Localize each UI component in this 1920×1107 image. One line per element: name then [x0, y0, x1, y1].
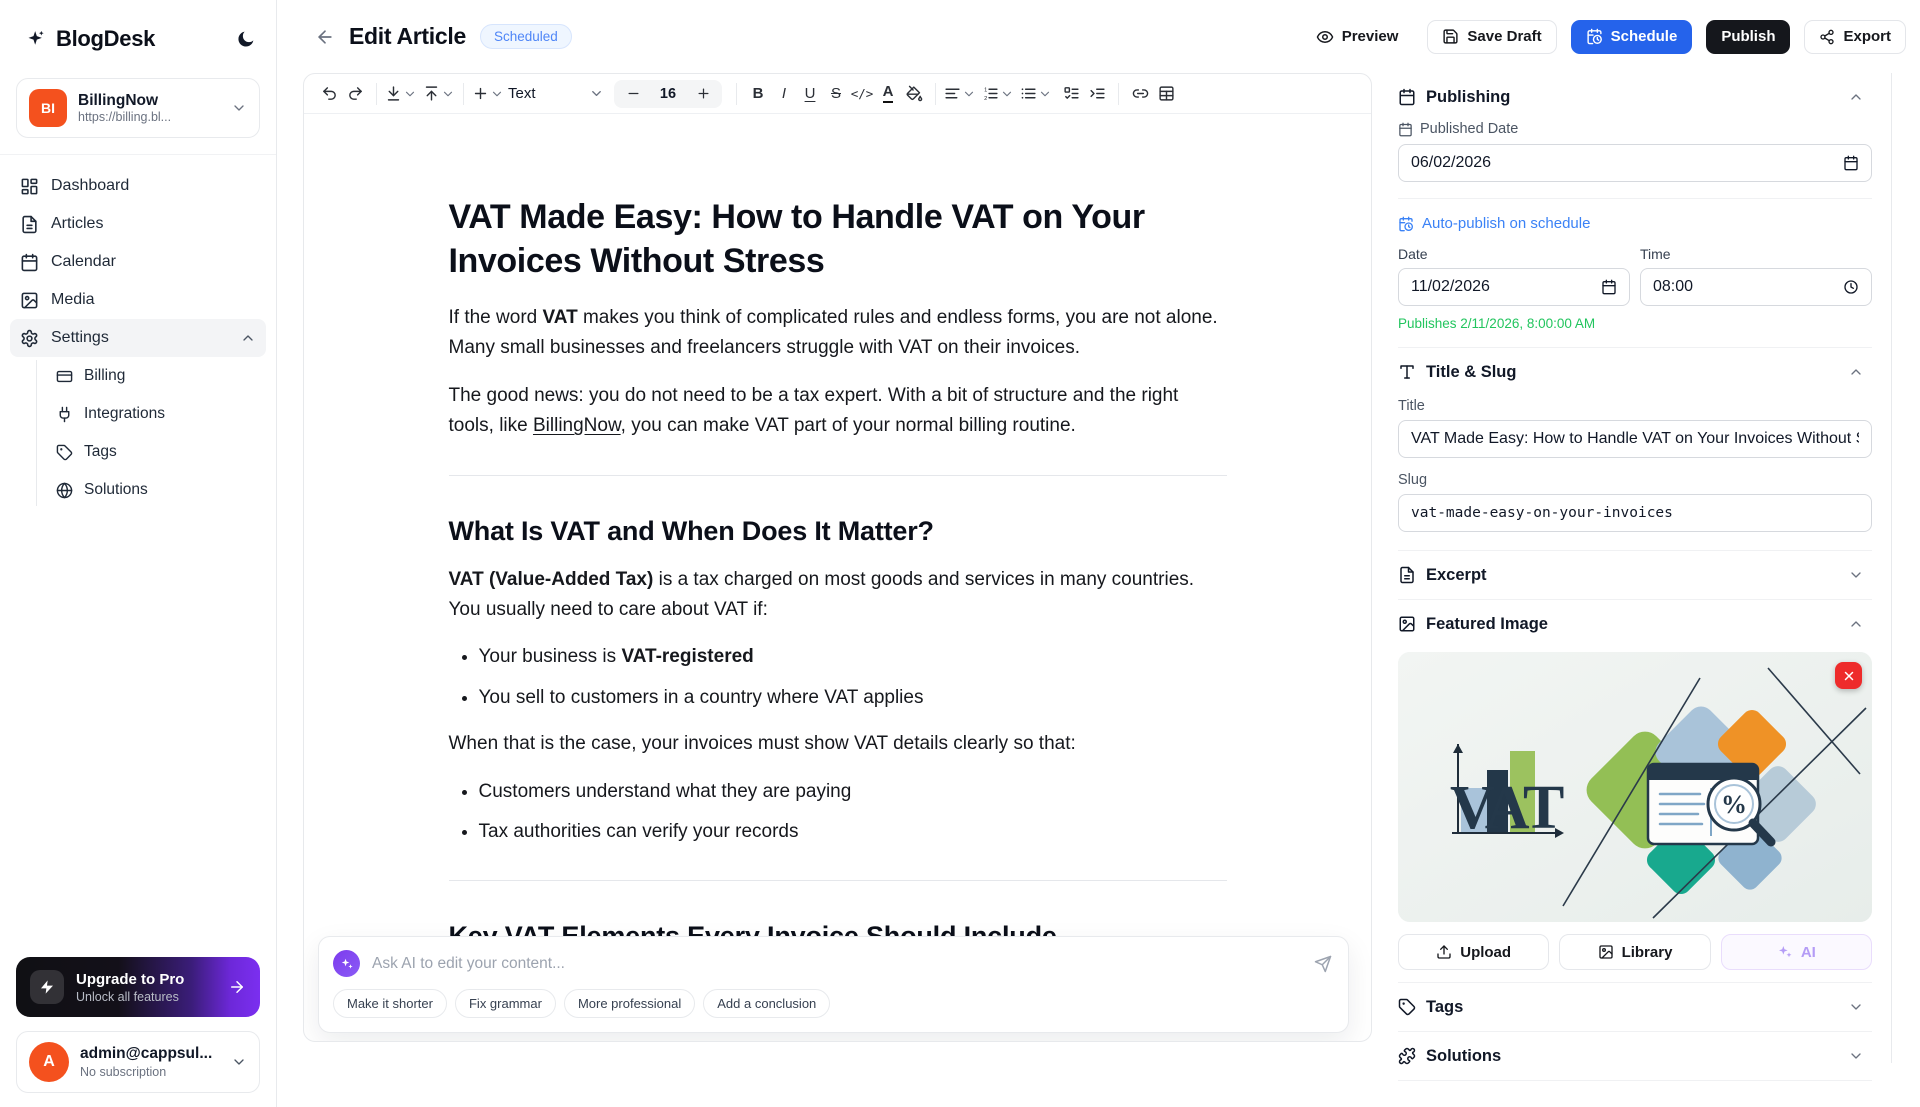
toolbar-divider	[736, 83, 737, 105]
chevron-up-icon	[1848, 616, 1864, 632]
auto-publish-toggle[interactable]	[1398, 215, 1872, 232]
chevron-down-icon	[1000, 87, 1014, 101]
settings-panel	[1390, 0, 1920, 1107]
preview-label: Preview	[1341, 28, 1399, 45]
calendar-clock-icon	[1398, 216, 1414, 232]
sidebar-item-label: Settings	[51, 329, 109, 346]
chevron-down-icon	[589, 86, 604, 101]
text-color-button[interactable]	[875, 81, 901, 107]
tags-section-header[interactable]	[1398, 983, 1872, 1031]
chevron-down-icon	[490, 87, 504, 101]
status-badge: Scheduled	[480, 24, 572, 49]
list-indent-icon	[1089, 85, 1106, 102]
chevron-down-icon	[1848, 999, 1864, 1015]
app-name: BlogDesk	[56, 26, 156, 51]
share-icon	[1819, 29, 1835, 45]
file-text-icon	[20, 215, 39, 234]
featured-image-section-header[interactable]	[1398, 600, 1872, 648]
solutions-section-header[interactable]	[1398, 1032, 1872, 1080]
sidebar-item-billing[interactable]	[10, 357, 266, 395]
vat-illustration	[1398, 652, 1872, 922]
sidebar-item-label: Tags	[84, 443, 117, 460]
schedule-date-value: 11/02/2026	[1411, 278, 1490, 295]
workspace-switcher[interactable]	[16, 78, 260, 138]
plus-icon	[472, 85, 489, 102]
undo-icon	[321, 85, 338, 102]
export-label: Export	[1843, 28, 1891, 45]
font-size-value: 16	[659, 85, 677, 102]
block-type-select[interactable]	[504, 85, 608, 102]
sidebar-item-label: Calendar	[51, 253, 116, 270]
list-item: • Tax authorities can verify your records	[479, 817, 1227, 846]
slug-field-label: Slug	[1398, 472, 1428, 488]
underline-button[interactable]: U	[797, 81, 823, 107]
dashboard-icon	[20, 177, 39, 196]
workspace-name: BillingNow	[78, 92, 159, 109]
ai-chip-make-it-shorter[interactable]: Make it shorter	[333, 989, 447, 1018]
list-item	[479, 683, 1227, 712]
chevron-down-icon	[403, 87, 417, 101]
upload-label: Upload	[1460, 943, 1512, 961]
toolbar-divider	[1118, 83, 1119, 105]
italic-button[interactable]: I	[771, 81, 797, 107]
gear-icon	[20, 329, 39, 348]
featured-image-preview	[1398, 652, 1872, 922]
workspace-meta	[78, 92, 220, 124]
arrow-up-to-line-icon	[423, 85, 440, 102]
save-draft-button[interactable]	[1427, 20, 1556, 54]
chevron-down-icon	[231, 1054, 247, 1070]
calendar-clock-icon	[1586, 28, 1603, 45]
table-icon	[1158, 85, 1175, 102]
text-run: If the word	[448, 307, 543, 329]
calendar-icon	[1398, 88, 1416, 106]
sidebar-item-calendar[interactable]	[10, 243, 266, 281]
app-logo-sparkle-icon	[26, 29, 46, 49]
redo-icon	[347, 85, 364, 102]
section-title: Featured Image	[1426, 614, 1548, 633]
redo-button[interactable]	[342, 81, 368, 107]
schedule-time-field	[1640, 246, 1872, 306]
save-icon	[1442, 28, 1459, 45]
section-title: Title & Slug	[1426, 362, 1517, 381]
title-input[interactable]	[1398, 420, 1872, 458]
send-icon	[1314, 955, 1332, 973]
workspace-url: https://billing.bl...	[78, 110, 172, 124]
schedule-datetime-row	[1398, 246, 1872, 306]
calendar-picker-icon	[1843, 155, 1859, 171]
font-size-stepper	[614, 80, 722, 108]
published-date-input[interactable]	[1398, 144, 1872, 182]
sidebar-item-dashboard[interactable]	[10, 167, 266, 205]
increase-font-button[interactable]	[690, 83, 716, 105]
sidebar-header	[0, 0, 276, 64]
image-icon	[20, 291, 39, 310]
clock-icon	[1843, 279, 1859, 295]
sparkles-icon	[1777, 944, 1793, 960]
editor-toolbar	[304, 74, 1371, 114]
time-label: Time	[1640, 246, 1671, 262]
chevron-down-icon	[231, 100, 247, 116]
article-divider	[449, 475, 1227, 476]
moon-icon	[236, 29, 256, 49]
bullet-list-button[interactable]	[1020, 81, 1052, 107]
toolbar-divider	[463, 83, 464, 105]
sidebar-item-solutions[interactable]	[10, 471, 266, 509]
calendar-picker-icon	[1601, 279, 1617, 295]
published-date-value: 06/02/2026	[1411, 154, 1492, 171]
article-list	[449, 777, 1227, 847]
save-draft-label: Save Draft	[1467, 28, 1542, 45]
text-run: makes you think of complicated rules and endless forms, you are not alone. Many small businesses and freelancers struggle with VAT on their invoices.	[448, 307, 1218, 359]
publish-label: Publish	[1721, 28, 1776, 45]
article-title: VAT Made Easy: How to Handle VAT on Your Invoices Without Stress	[448, 198, 1145, 280]
bold-run: VAT	[542, 307, 578, 329]
sidebar-subnav	[10, 357, 266, 509]
account-email: admin@cappsul...	[80, 1045, 213, 1062]
list-bullet-icon	[1020, 85, 1037, 102]
type-icon	[1398, 363, 1416, 381]
list-item	[479, 642, 1227, 671]
credit-card-icon	[56, 368, 73, 385]
title-field-label: Title	[1398, 398, 1425, 414]
schedule-label: Schedule	[1610, 28, 1678, 45]
page-title: Edit Article	[349, 23, 466, 49]
section-title: Publishing	[1426, 87, 1511, 106]
import-button[interactable]	[385, 81, 417, 107]
sidebar-item-integrations[interactable]	[10, 395, 266, 433]
checklist-button[interactable]	[1058, 81, 1084, 107]
text-run: The good news: you do not need to be a tax expert. With a bit of structure and the right tools, like	[448, 384, 1179, 437]
ai-chip-add-a-conclusion[interactable]: Add a conclusion	[703, 989, 830, 1018]
list-ordered-icon	[982, 85, 999, 102]
ai-chip-more-professional[interactable]: More professional	[564, 989, 695, 1018]
puzzle-icon	[1398, 1047, 1416, 1065]
section-title: Tags	[1426, 997, 1464, 1016]
block-type-value: Text	[508, 85, 536, 102]
align-button[interactable]	[944, 81, 976, 107]
insert-block-button[interactable]	[472, 81, 504, 107]
text-color-glyph: A	[883, 84, 894, 103]
arrow-down-to-line-icon	[385, 85, 402, 102]
ai-prompt-input[interactable]	[372, 955, 1302, 973]
lightning-icon	[39, 979, 55, 995]
ai-send-button[interactable]	[1314, 955, 1332, 973]
content-area	[277, 0, 1920, 1107]
sidebar-item-label: Integrations	[84, 405, 165, 422]
schedule-time-input[interactable]	[1640, 268, 1872, 306]
dark-mode-toggle[interactable]	[236, 29, 256, 49]
section-title: Excerpt	[1426, 565, 1487, 584]
account-meta	[80, 1045, 212, 1079]
image-icon	[1398, 615, 1416, 633]
account-menu[interactable]	[16, 1031, 260, 1093]
ai-image-label: AI	[1800, 943, 1816, 961]
library-label: Library	[1621, 943, 1673, 961]
ai-chip-fix-grammar[interactable]: Fix grammar	[455, 989, 556, 1018]
publish-schedule-note: Publishes 2/11/2026, 8:00:00 AM	[1398, 316, 1596, 331]
plug-icon	[56, 406, 73, 423]
sidebar-item-media[interactable]	[10, 281, 266, 319]
schedule-date-input[interactable]	[1398, 268, 1630, 306]
chevron-up-icon	[1848, 364, 1864, 380]
sidebar-item-label: Billing	[84, 367, 126, 384]
schedule-button[interactable]	[1571, 20, 1693, 54]
featured-image-actions	[1398, 934, 1872, 970]
label-text: Published Date	[1420, 121, 1519, 137]
settings-panel-inner	[1398, 73, 1872, 1081]
insert-link-button[interactable]	[1127, 81, 1153, 107]
schedule-time-value: 08:00	[1653, 278, 1694, 295]
sparkles-icon	[340, 957, 354, 971]
editor-column	[277, 0, 1390, 1107]
text-run: Your business is	[478, 646, 622, 668]
strikethrough-button[interactable]: S	[823, 81, 849, 107]
toolbar-divider	[935, 83, 936, 105]
published-date-label	[1398, 121, 1872, 137]
export-button[interactable]	[1804, 20, 1906, 54]
sidebar-nav	[0, 155, 276, 509]
workspace-avatar: BI	[29, 89, 67, 127]
bold-button[interactable]: B	[745, 81, 771, 107]
text-run: , you can make VAT part of your normal billing routine.	[620, 415, 1076, 437]
date-label: Date	[1398, 246, 1428, 262]
toolbar-divider	[376, 83, 377, 105]
top-header	[277, 0, 1920, 73]
chevron-down-icon	[441, 87, 455, 101]
sidebar-item-label: Articles	[51, 215, 104, 232]
avatar: A	[29, 1042, 69, 1082]
list-todo-icon	[1063, 85, 1080, 102]
upgrade-subtitle: Unlock all features	[76, 989, 179, 1004]
sidebar-item-tags[interactable]	[10, 433, 266, 471]
ai-suggestion-chips	[319, 985, 1348, 1032]
sidebar-item-articles[interactable]	[10, 205, 266, 243]
account-subscription: No subscription	[80, 1065, 167, 1079]
chevron-down-icon	[962, 87, 976, 101]
upgrade-title: Upgrade to Pro	[76, 970, 185, 988]
article-paragraph	[449, 381, 1227, 442]
bold-run: VAT (Value-Added Tax)	[448, 568, 654, 590]
article-paragraph	[449, 303, 1227, 364]
excerpt-section-header[interactable]	[1398, 551, 1872, 599]
highlight-button[interactable]	[901, 81, 927, 107]
align-left-icon	[944, 85, 961, 102]
text-run: You sell to customers in a country where VAT applies	[478, 686, 924, 708]
calendar-icon	[1398, 122, 1413, 137]
preview-button[interactable]	[1301, 20, 1414, 54]
article-list	[449, 642, 1227, 712]
back-button[interactable]	[315, 27, 335, 47]
chevron-up-icon	[1848, 89, 1864, 105]
ordered-list-button[interactable]	[982, 81, 1014, 107]
tag-icon	[56, 444, 73, 461]
upgrade-to-pro-banner[interactable]	[16, 957, 260, 1017]
chevron-down-icon	[1038, 87, 1052, 101]
article-editor[interactable]	[449, 196, 1227, 1000]
bold-run: VAT-registered	[621, 646, 754, 668]
publishing-section-header[interactable]	[1398, 73, 1872, 121]
sidebar-item-label: Media	[51, 291, 95, 308]
sidebar-spacer	[0, 509, 276, 957]
calendar-icon	[20, 253, 39, 272]
minus-icon	[626, 86, 641, 101]
chevron-up-icon	[240, 330, 256, 346]
publish-button[interactable]	[1706, 20, 1790, 54]
panel-divider	[1398, 1080, 1872, 1081]
editor-card	[303, 73, 1372, 1042]
auto-publish-label: Auto-publish on schedule	[1422, 215, 1591, 232]
upgrade-text	[76, 971, 184, 1004]
slug-input[interactable]	[1398, 494, 1872, 532]
chevron-down-icon	[1848, 567, 1864, 583]
upload-button[interactable]	[1398, 934, 1549, 970]
ai-input-row	[319, 937, 1348, 985]
percent-symbol: %	[1721, 790, 1747, 819]
arrow-left-icon	[315, 27, 335, 47]
eye-icon	[1316, 28, 1334, 46]
globe-icon	[56, 482, 73, 499]
editor-scroll-area[interactable]	[304, 114, 1371, 1041]
insert-table-button[interactable]	[1153, 81, 1179, 107]
bolt-icon-box	[30, 970, 64, 1004]
indent-list-button[interactable]	[1084, 81, 1110, 107]
panel-divider	[1398, 198, 1872, 199]
chevron-down-icon	[1848, 1048, 1864, 1064]
file-text-icon	[1398, 566, 1416, 584]
remove-image-button[interactable]	[1835, 662, 1862, 689]
ai-image-button[interactable]	[1721, 934, 1872, 970]
article-divider	[449, 880, 1227, 881]
image-icon	[1598, 944, 1614, 960]
tag-icon	[1398, 998, 1416, 1016]
sidebar	[0, 0, 277, 1107]
upload-icon	[1436, 944, 1452, 960]
section-title: Solutions	[1426, 1046, 1502, 1065]
ai-sparkle-badge	[333, 950, 360, 977]
sidebar-item-label: Dashboard	[51, 177, 130, 194]
list-item: • Customers understand what they are paying	[479, 777, 1227, 806]
text-run: is a tax charged on most goods and services in many countries. You usually need to care about VAT if:	[448, 568, 1195, 620]
plus-icon	[696, 86, 711, 101]
vat-text: VAT	[1450, 774, 1563, 842]
article-paragraph: When that is the case, your invoices must show VAT details clearly so that:	[448, 733, 1076, 755]
export-content-button[interactable]	[423, 81, 455, 107]
schedule-date-field	[1398, 246, 1630, 306]
undo-button[interactable]	[316, 81, 342, 107]
billingnow-link[interactable]: BillingNow	[532, 415, 621, 437]
sidebar-item-settings[interactable]	[10, 319, 266, 357]
article-heading: What Is VAT and When Does It Matter?	[448, 515, 934, 546]
paint-bucket-icon	[906, 85, 923, 102]
close-icon	[1842, 669, 1856, 683]
code-button[interactable]: </>	[849, 81, 875, 107]
sidebar-item-label: Solutions	[84, 481, 148, 498]
article-paragraph	[449, 565, 1227, 626]
arrow-right-icon	[228, 978, 246, 996]
decrease-font-button[interactable]	[620, 83, 646, 105]
library-button[interactable]	[1559, 934, 1710, 970]
link-icon	[1132, 85, 1149, 102]
title-slug-section-header[interactable]	[1398, 348, 1872, 396]
ai-assistant-bar	[318, 936, 1349, 1033]
